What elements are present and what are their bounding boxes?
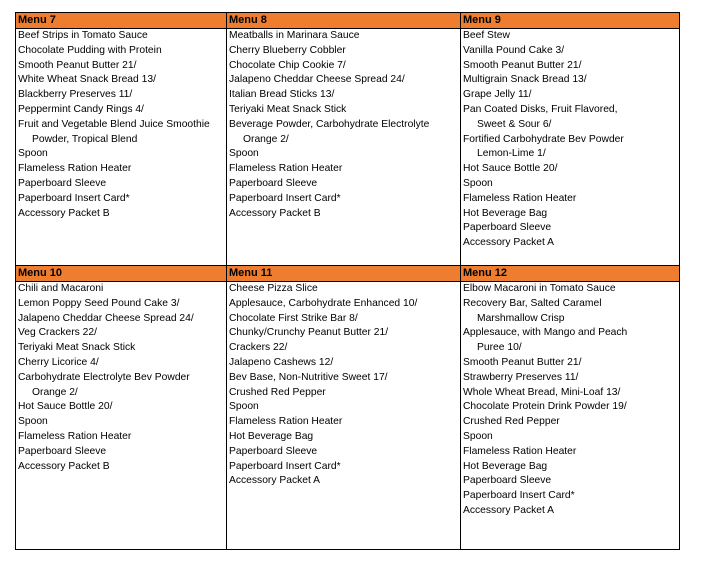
menu-item: Jalapeno Cashews 12/	[229, 356, 334, 368]
menu-10-items	[16, 282, 226, 474]
menu-item: Paperboard Sleeve	[18, 445, 107, 457]
menu-item: Accessory Packet A	[463, 504, 554, 516]
menu-item: Spoon	[18, 416, 48, 428]
menu-item: Meatballs in Marinara Sauce	[229, 30, 360, 41]
menu-item: Chunky/Crunchy Peanut Butter 21/	[229, 327, 389, 339]
menu-item: Blackberry Preserves 11/	[18, 89, 133, 101]
menu-item: Grape Jelly 11/	[463, 89, 532, 101]
menu-item: Beef Strips in Tomato Sauce	[18, 30, 148, 41]
menu-item: Chocolate Pudding with Protein	[18, 44, 162, 56]
menu-item: Smooth Peanut Butter 21/	[463, 356, 582, 368]
menu-item: Puree 10/	[477, 342, 522, 354]
menu-column-7	[16, 13, 227, 265]
menu-item: Flameless Ration Heater	[18, 430, 132, 442]
menu-item: Chocolate Chip Cookie 7/	[229, 59, 346, 71]
menu-item: Jalapeno Cheddar Cheese Spread 24/	[229, 74, 405, 86]
menu-item: Spoon	[229, 148, 259, 160]
menu-item: Recovery Bar, Salted Caramel	[463, 297, 602, 309]
menu-9-header: Menu 9	[461, 13, 679, 29]
menu-item: Spoon	[463, 177, 493, 189]
menu-item: Flameless Ration Heater	[463, 445, 577, 457]
menu-item: Marshmallow Crisp	[477, 312, 565, 324]
menu-item: Accessory Packet B	[18, 460, 110, 472]
menu-7-items	[16, 29, 226, 221]
menu-item: Veg Crackers 22/	[18, 327, 97, 339]
menu-row-bottom	[16, 266, 679, 549]
menu-item: Beverage Powder, Carbohydrate Electrolyte	[229, 118, 430, 130]
menu-item: Flameless Ration Heater	[18, 163, 132, 175]
menu-column-12	[461, 266, 679, 549]
menu-item: Paperboard Sleeve	[463, 475, 552, 487]
menu-item: Paperboard Sleeve	[229, 445, 318, 457]
menu-item: Cheese Pizza Slice	[229, 283, 318, 294]
menu-table	[15, 12, 680, 550]
menu-item: Paperboard Insert Card*	[18, 192, 130, 204]
menu-column-8	[227, 13, 461, 265]
menu-item: White Wheat Snack Bread 13/	[18, 74, 156, 86]
menu-item: Teriyaki Meat Snack Stick	[18, 342, 136, 354]
menu-item: Applesauce, with Mango and Peach	[463, 327, 628, 339]
menu-item: Lemon Poppy Seed Pound Cake 3/	[18, 297, 180, 309]
menu-item: Teriyaki Meat Snack Stick	[229, 103, 347, 115]
menu-item: Paperboard Sleeve	[18, 177, 107, 189]
menu-item: Vanilla Pound Cake 3/	[463, 44, 565, 56]
menu-item: Spoon	[463, 430, 493, 442]
menu-10-header: Menu 10	[16, 266, 226, 282]
menu-item: Crackers 22/	[229, 342, 288, 354]
menu-item: Lemon-Lime 1/	[477, 148, 546, 160]
menu-12-header: Menu 12	[461, 266, 679, 282]
menu-item: Pan Coated Disks, Fruit Flavored,	[463, 103, 618, 115]
menu-item: Fruit and Vegetable Blend Juice Smoothie	[18, 118, 210, 130]
menu-8-header: Menu 8	[227, 13, 460, 29]
menu-item: Hot Sauce Bottle 20/	[463, 163, 558, 175]
menu-item: Crushed Red Pepper	[229, 386, 326, 398]
menu-column-11	[227, 266, 461, 549]
menu-7-header: Menu 7	[16, 13, 226, 29]
menu-item: Orange 2/	[32, 386, 78, 398]
menu-item: Smooth Peanut Butter 21/	[463, 59, 582, 71]
menu-item: Flameless Ration Heater	[229, 163, 343, 175]
menu-item: Powder, Tropical Blend	[32, 133, 138, 145]
menu-item: Multigrain Snack Bread 13/	[463, 74, 587, 86]
menu-item: Chili and Macaroni	[18, 283, 104, 294]
menu-item: Cherry Licorice 4/	[18, 356, 99, 368]
menu-item: Hot Beverage Bag	[463, 207, 548, 219]
menu-item: Crushed Red Pepper	[463, 416, 560, 428]
menu-item: Accessory Packet A	[229, 475, 320, 487]
menu-item: Whole Wheat Bread, Mini-Loaf 13/	[463, 386, 621, 398]
menu-item: Flameless Ration Heater	[463, 192, 577, 204]
menu-item: Spoon	[229, 401, 259, 413]
menu-column-9	[461, 13, 679, 265]
menu-item: Accessory Packet B	[229, 207, 321, 219]
menu-item: Applesauce, Carbohydrate Enhanced 10/	[229, 297, 418, 309]
menu-item: Orange 2/	[243, 133, 289, 145]
menu-item: Bev Base, Non-Nutritive Sweet 17/	[229, 371, 388, 383]
menu-item: Peppermint Candy Rings 4/	[18, 103, 144, 115]
menu-item: Hot Beverage Bag	[463, 460, 548, 472]
menu-item: Strawberry Preserves 11/	[463, 371, 579, 383]
menu-9-items	[461, 29, 679, 251]
menu-item: Beef Stew	[463, 30, 510, 41]
menu-item: Paperboard Sleeve	[463, 222, 552, 234]
menu-item: Flameless Ration Heater	[229, 416, 343, 428]
menu-item: Cherry Blueberry Cobbler	[229, 44, 346, 56]
menu-11-header: Menu 11	[227, 266, 460, 282]
menu-item: Spoon	[18, 148, 48, 160]
menu-column-10	[16, 266, 227, 549]
menu-12-items	[461, 282, 679, 519]
menu-item: Elbow Macaroni in Tomato Sauce	[463, 283, 616, 294]
menu-8-items	[227, 29, 460, 221]
menu-item: Carbohydrate Electrolyte Bev Powder	[18, 371, 190, 383]
menu-item: Chocolate Protein Drink Powder 19/	[463, 401, 627, 413]
menu-item: Jalapeno Cheddar Cheese Spread 24/	[18, 312, 194, 324]
menu-item: Fortified Carbohydrate Bev Powder	[463, 133, 624, 145]
menu-item: Italian Bread Sticks 13/	[229, 89, 335, 101]
menu-item: Sweet & Sour 6/	[477, 118, 552, 130]
menu-item: Accessory Packet B	[18, 207, 110, 219]
menu-item: Paperboard Insert Card*	[229, 192, 341, 204]
menu-11-items	[227, 282, 460, 489]
menu-item: Paperboard Insert Card*	[463, 490, 575, 502]
menu-item: Hot Beverage Bag	[229, 430, 314, 442]
menu-item: Smooth Peanut Butter 21/	[18, 59, 137, 71]
menu-item: Accessory Packet A	[463, 237, 554, 249]
menu-item: Hot Sauce Bottle 20/	[18, 401, 113, 413]
menu-item: Paperboard Sleeve	[229, 177, 318, 189]
menu-item: Chocolate First Strike Bar 8/	[229, 312, 358, 324]
menu-row-top	[16, 13, 679, 266]
menu-item: Paperboard Insert Card*	[229, 460, 341, 472]
